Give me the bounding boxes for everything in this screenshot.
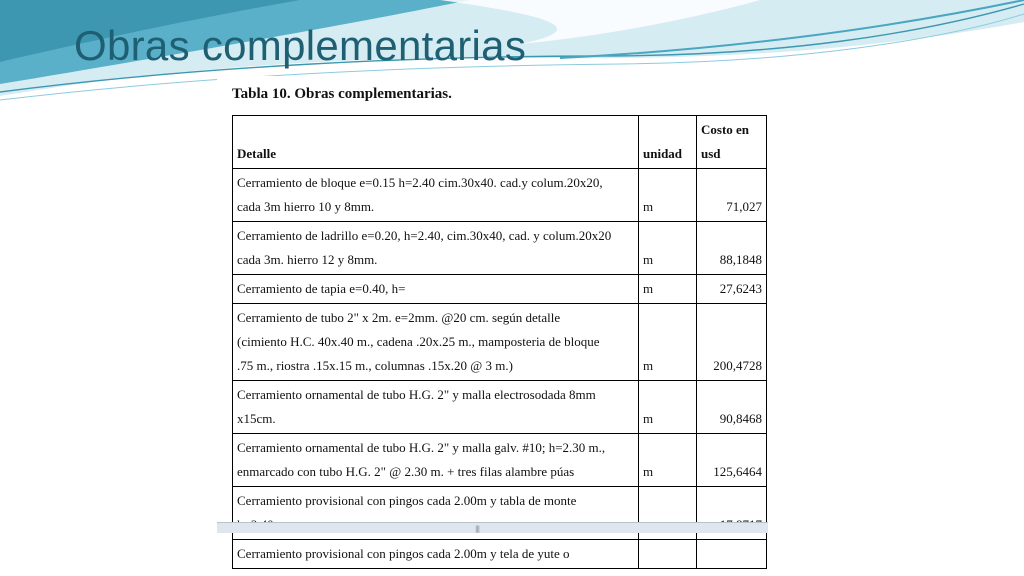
header-detalle: Detalle	[233, 116, 639, 169]
row-unit	[639, 540, 697, 569]
row-detail-line: cada 3m. hierro 12 y 8mm.	[237, 252, 378, 267]
table-row	[233, 275, 767, 304]
slide-title: Obras complementarias	[74, 22, 527, 69]
table-row	[233, 169, 767, 222]
row-detail-line: Cerramiento provisional con pingos cada 2.00m y tabla de monte	[237, 493, 577, 508]
row-detail-line: Cerramiento de tapia e=0.40, h=	[237, 281, 406, 296]
row-cost: 90,8468	[697, 381, 767, 434]
table-row	[233, 304, 767, 381]
table-row	[233, 540, 767, 569]
table-row	[233, 222, 767, 275]
scrollbar-grip[interactable]: |||	[475, 525, 480, 533]
header-costo-line2: usd	[701, 146, 721, 161]
horizontal-scrollbar[interactable]	[217, 522, 768, 533]
row-detail-line: Cerramiento de tubo 2" x 2m. e=2mm. @20 cm. según detalle	[237, 310, 561, 325]
row-detail-line: cada 3m hierro 10 y 8mm.	[237, 199, 375, 214]
row-detail-line: enmarcado con tubo H.G. 2" @ 2.30 m. + tres filas alambre púas	[237, 464, 575, 479]
row-unit: m	[639, 434, 697, 487]
row-detail-line: Cerramiento provisional con pingos cada 2.00m y tela de yute o	[237, 546, 570, 561]
row-cost: 200,4728	[697, 304, 767, 381]
table-row	[233, 434, 767, 487]
table-header-row	[233, 116, 767, 169]
row-detail	[233, 169, 639, 222]
row-detail-line: Cerramiento de bloque e=0.15 h=2.40 cim.30x40. cad.y colum.20x20,	[237, 175, 603, 190]
row-detail	[233, 222, 639, 275]
row-detail-line: Cerramiento ornamental de tubo H.G. 2" y malla galv. #10; h=2.30 m.,	[237, 440, 606, 455]
header-unidad: unidad	[639, 116, 697, 169]
row-detail-line: .75 m., riostra .15x.15 m., columnas .15x.20 @ 3 m.)	[237, 358, 513, 373]
header-costo	[697, 116, 767, 169]
row-unit: m	[639, 381, 697, 434]
table-row	[233, 381, 767, 434]
row-detail	[233, 434, 639, 487]
row-detail-line: Cerramiento de ladrillo e=0.20, h=2.40, cim.30x40, cad. y colum.20x20	[237, 228, 612, 243]
costs-table	[232, 115, 767, 569]
row-detail	[233, 304, 639, 381]
row-detail-line: Cerramiento ornamental de tubo H.G. 2" y malla electrosodada 8mm	[237, 387, 596, 402]
table-caption: Tabla 10. Obras complementarias.	[232, 86, 452, 102]
row-cost: 27,6243	[697, 275, 767, 304]
row-unit: m	[639, 222, 697, 275]
row-cost	[697, 540, 767, 569]
header-costo-line1: Costo en	[701, 122, 750, 137]
row-cost: 71,027	[697, 169, 767, 222]
row-unit: m	[639, 304, 697, 381]
row-cost: 88,1848	[697, 222, 767, 275]
row-detail	[233, 381, 639, 434]
row-unit: m	[639, 169, 697, 222]
row-detail-line: (cimiento H.C. 40x.40 m., cadena .20x.25 m., mamposteria de bloque	[237, 334, 600, 349]
table-image	[217, 76, 768, 561]
row-cost: 125,6464	[697, 434, 767, 487]
row-unit: m	[639, 275, 697, 304]
row-detail	[233, 540, 639, 569]
row-detail	[233, 275, 639, 304]
row-detail-line: x15cm.	[237, 411, 276, 426]
